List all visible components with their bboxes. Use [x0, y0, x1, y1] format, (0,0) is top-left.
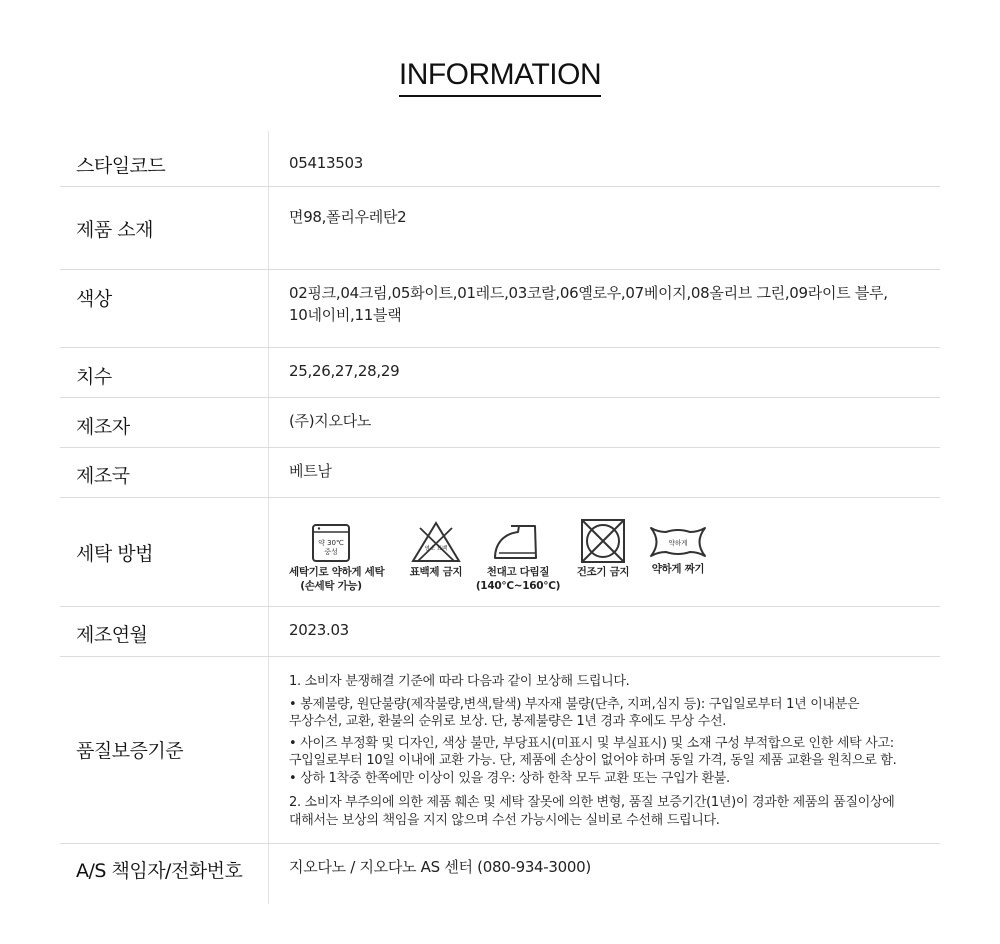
care-caption: (손세탁 가능) [300, 580, 362, 592]
care-caption: (140℃~160℃) [475, 580, 561, 592]
page-title: INFORMATION [399, 56, 601, 97]
care-caption: 건조기 금지 [576, 566, 630, 578]
no-tumble-dry-icon [580, 518, 626, 564]
no-bleach-icon [410, 520, 462, 564]
quality-line: • 사이즈 부정확 및 디자인, 색상 불만, 부당표시(미표시 및 부실표시) 및 소재 구성 부적합으로 인한 세탁 사고: [289, 736, 894, 751]
row-style-code [60, 131, 940, 187]
care-item [289, 516, 385, 593]
quality-line: 대해서는 보상의 책임을 지지 않으며 수선 가능시에는 실비로 수선해 드립니다. [289, 813, 720, 828]
row-label: 치수 [76, 366, 112, 388]
row-label: 품질보증기준 [76, 740, 184, 762]
row-label: 제조국 [76, 465, 130, 487]
row-label: 세탁 방법 [76, 543, 153, 565]
care-inner-text: 염소 표백 [424, 546, 448, 552]
row-value: 2023.03 [289, 621, 349, 639]
row-label: 제조자 [76, 416, 130, 438]
quality-line: 무상수선, 교환, 환불의 순위로 보상. 단, 봉제불량은 1년 경과 후에도 무상 수선. [289, 714, 727, 729]
row-value: 05413503 [289, 154, 363, 172]
quality-line: • 상하 1착중 한쪽에만 이상이 있을 경우: 상하 한착 모두 교환 또는 구입가 환불. [289, 771, 730, 786]
care-item [569, 516, 637, 579]
care-caption: 약하게 짜기 [651, 563, 705, 575]
row-country [60, 448, 940, 498]
care-item [475, 516, 561, 593]
row-washing [60, 498, 940, 607]
row-label: 제품 소재 [76, 219, 153, 241]
row-value [289, 282, 888, 326]
row-label: 스타일코드 [76, 155, 166, 177]
row-label: A/S 책임자/전화번호 [76, 860, 243, 882]
care-caption: 세탁기로 약하게 세탁 [289, 566, 385, 578]
row-value: 베트남 [289, 462, 332, 480]
wring-gently-icon [648, 524, 708, 560]
care-caption: 표백제 금지 [409, 566, 463, 578]
care-item [399, 516, 473, 579]
row-manufacturer [60, 398, 940, 448]
row-as [60, 844, 940, 904]
row-label: 색상 [76, 288, 112, 310]
row-value: 25,26,27,28,29 [289, 362, 400, 380]
care-inner-text: 중성 [324, 548, 338, 556]
washing-machine-icon [311, 523, 351, 563]
row-mfg-date [60, 607, 940, 657]
iron-icon [491, 520, 545, 564]
row-value: 지오다노 / 지오다노 AS 센터 (080-934-3000) [289, 858, 591, 876]
quality-line: • 봉제불량, 원단불량(제작불량,변색,탈색) 부자재 불량(단추, 지퍼,심지 등): 구입일로부터 1년 이내분은 [289, 697, 860, 712]
row-color [60, 270, 940, 348]
quality-line: 1. 소비자 분쟁해결 기준에 따라 다음과 같이 보상해 드립니다. [289, 674, 630, 689]
care-inner-text: 약하게 [668, 539, 688, 547]
color-line-1: 02핑크,04크림,05화이트,01레드,03코랄,06옐로우,07베이지,08올리브 그린,09라이트 블루, [289, 284, 888, 302]
row-size [60, 348, 940, 398]
care-inner-text: 약 30℃ [318, 539, 344, 547]
color-line-2: 10네이비,11블랙 [289, 306, 402, 324]
row-quality [60, 657, 940, 844]
row-material [60, 187, 940, 270]
info-table [60, 131, 940, 904]
quality-line: 구입일로부터 10일 이내에 교환 가능. 단, 제품에 손상이 없어야 하며 동일 가격, 동일 제품 교환을 원칙으로 함. [289, 753, 897, 768]
care-item [641, 516, 715, 576]
care-caption: 천대고 다림질 [486, 566, 550, 578]
page-title-wrap [0, 56, 1000, 97]
row-value: 면98,폴리우레탄2 [289, 208, 407, 226]
row-label: 제조연월 [76, 624, 148, 646]
quality-line: 2. 소비자 부주의에 의한 제품 훼손 및 세탁 잘못에 의한 변형, 품질 보증기간(1년)이 경과한 제품의 품질이상에 [289, 795, 895, 810]
care-icons [289, 516, 729, 596]
row-value: (주)지오다노 [289, 412, 372, 430]
